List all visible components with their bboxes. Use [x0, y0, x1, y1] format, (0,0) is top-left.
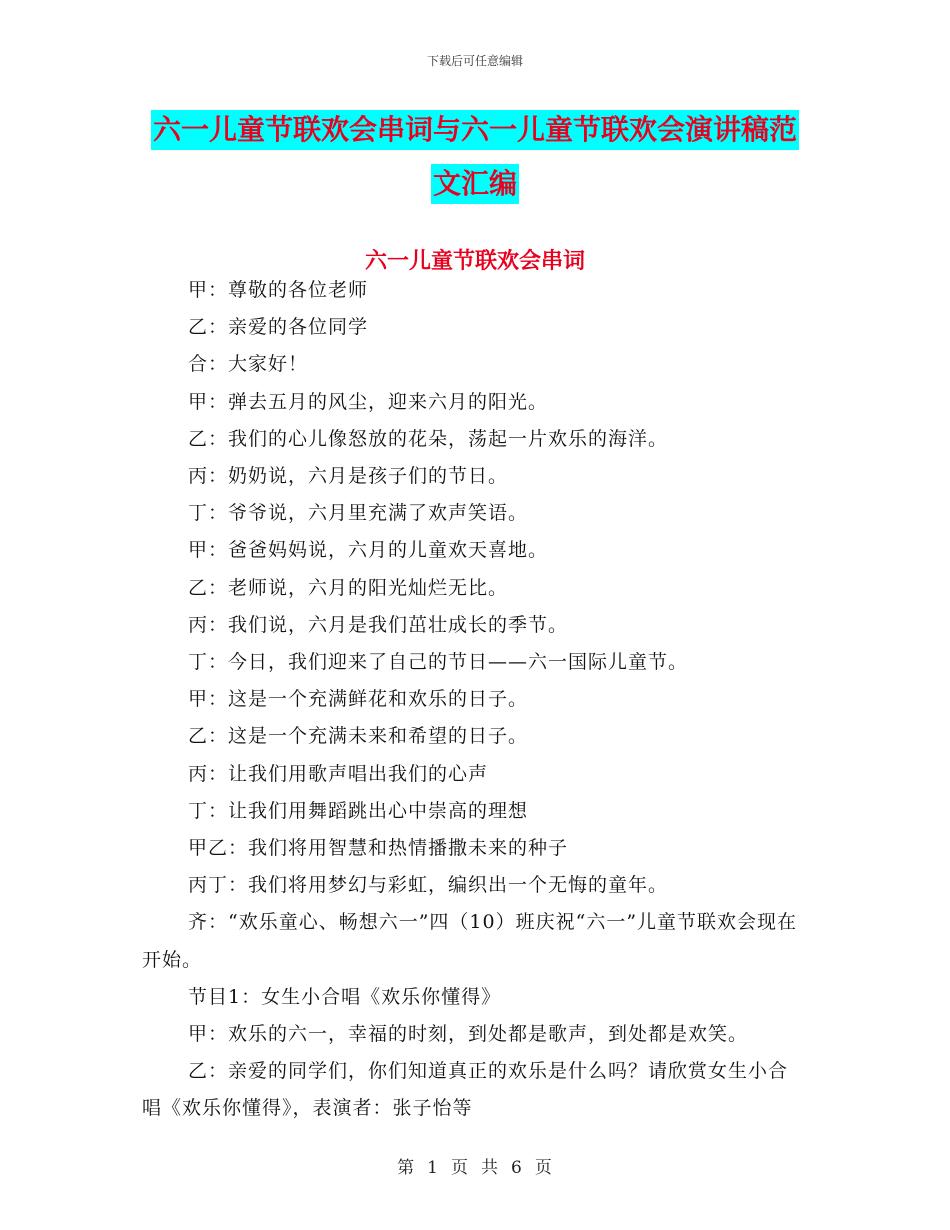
paragraph: 丙丁：我们将用梦幻与彩虹，编织出一个无悔的童年。 — [188, 874, 669, 897]
paragraph: 甲乙：我们将用智慧和热情播撒未来的种子 — [188, 837, 569, 860]
title-line-2: 文汇编 — [431, 164, 519, 204]
paragraph: 甲：欢乐的六一，幸福的时刻，到处都是歌声，到处都是欢笑。 — [188, 1023, 749, 1046]
paragraph: 乙：亲爱的各位同学 — [188, 316, 369, 339]
page-number: 1 — [427, 1158, 439, 1178]
footer-text: 页 — [451, 1158, 469, 1178]
paragraph: 丙：让我们用歌声唱出我们的心声 — [188, 762, 489, 785]
total-pages: 6 — [511, 1158, 523, 1178]
paragraph: 甲：弹去五月的风尘，迎来六月的阳光。 — [188, 390, 549, 413]
paragraph: 丁：让我们用舞蹈跳出心中崇高的理想 — [188, 799, 529, 822]
paragraph: 乙：我们的心儿像怒放的花朵，荡起一片欢乐的海洋。 — [188, 427, 669, 450]
page-footer — [0, 1153, 950, 1178]
paragraph: 乙：亲爱的同学们，你们知道真正的欢乐是什么吗？请欣赏女生小合唱《欢乐你懂得》，表演者：张子怡等 — [142, 1060, 789, 1120]
paragraph: 丁：今日，我们迎来了自己的节日——六一国际儿童节。 — [188, 651, 689, 674]
header-note: 下载后可任意编辑 — [426, 54, 523, 68]
paragraph: 齐：“欢乐童心、畅想六一”四（10）班庆祝“六一”儿童节联欢会现在开始。 — [142, 911, 798, 971]
paragraph: 甲：尊敬的各位老师 — [188, 279, 369, 301]
paragraph: 丁：爷爷说，六月里充满了欢声笑语。 — [188, 502, 529, 525]
section-title: 六一儿童节联欢会串词 — [364, 248, 585, 274]
footer-text: 第 — [397, 1158, 416, 1178]
paragraph: 丙：我们说，六月是我们茁壮成长的季节。 — [188, 613, 569, 636]
paragraph: 乙：老师说，六月的阳光灿烂无比。 — [188, 576, 509, 599]
paragraph: 合：大家好！ — [188, 353, 309, 376]
title-line-1: 六一儿童节联欢会串词与六一儿童节联欢会演讲稿范 — [151, 110, 799, 150]
document-body — [142, 272, 802, 1128]
footer-text: 共 — [481, 1158, 499, 1178]
paragraph: 甲：这是一个充满鲜花和欢乐的日子。 — [188, 688, 529, 711]
footer-text: 页 — [534, 1158, 553, 1178]
paragraph: 节目1：女生小合唱《欢乐你懂得》 — [188, 985, 502, 1008]
paragraph: 甲：爸爸妈妈说，六月的儿童欢天喜地。 — [188, 539, 549, 562]
paragraph: 丙：奶奶说，六月是孩子们的节日。 — [188, 465, 509, 488]
paragraph: 乙：这是一个充满未来和希望的日子。 — [188, 725, 529, 748]
document-title — [140, 110, 810, 204]
